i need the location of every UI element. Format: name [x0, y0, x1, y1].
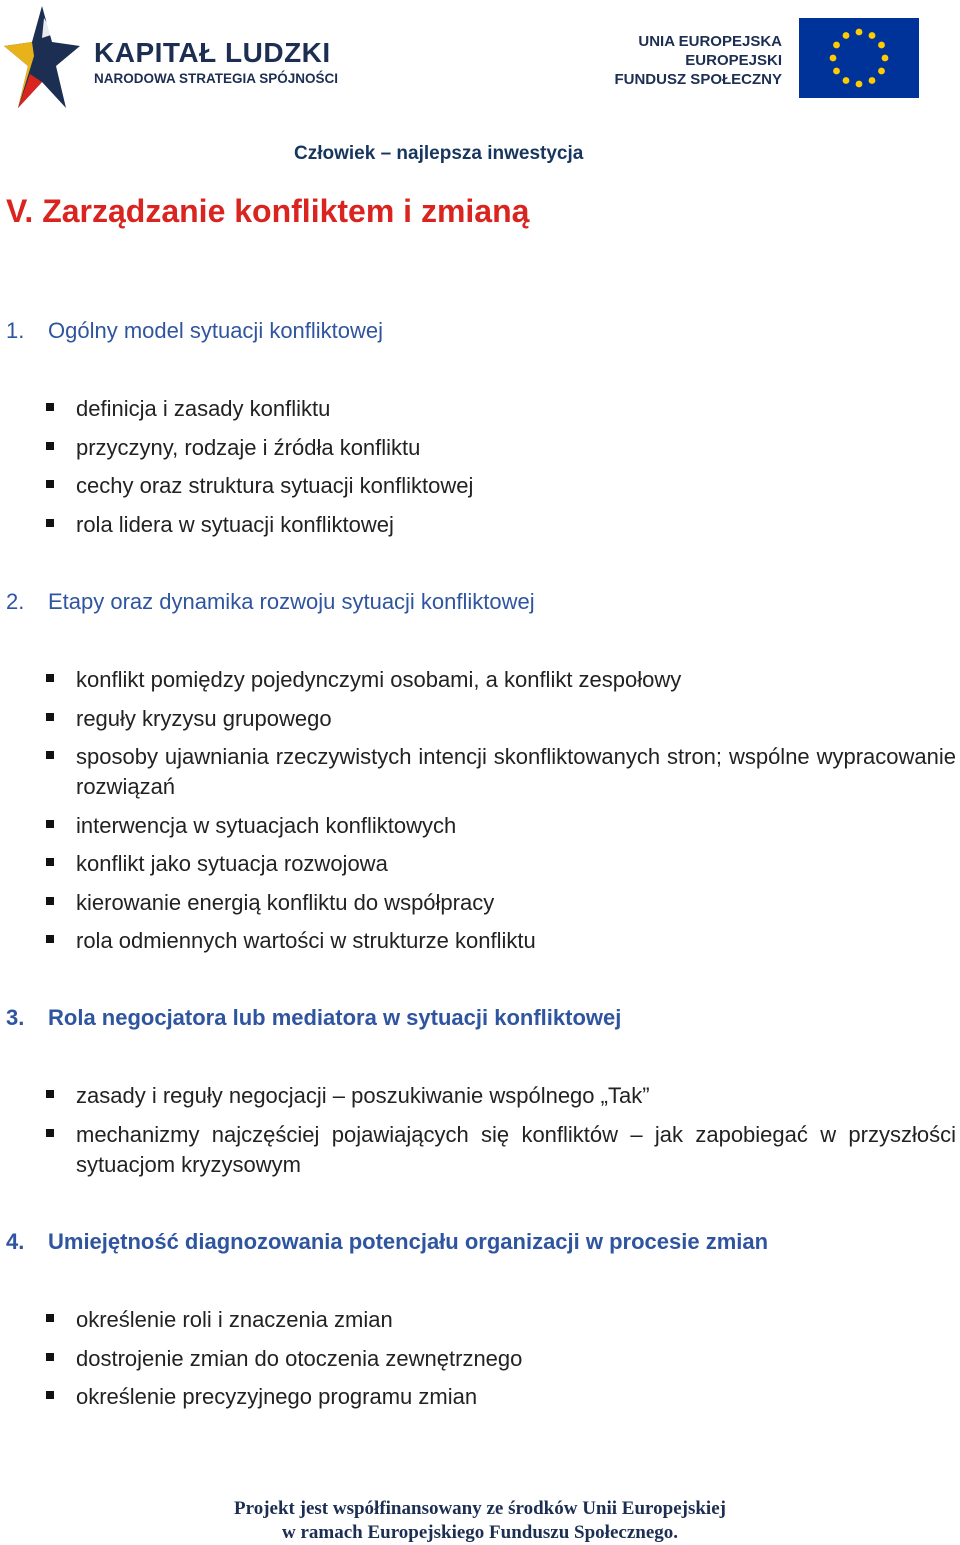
- eu-logo-text: [614, 32, 782, 89]
- list-item: rola odmiennych wartości w strukturze konfliktu: [0, 926, 960, 956]
- section-heading: Rola negocjatora lub mediatora w sytuacji konfliktowej: [48, 1005, 622, 1030]
- section-number: 4.: [6, 1229, 25, 1254]
- bullet-square-icon: [46, 820, 54, 828]
- bullet-square-icon: [46, 442, 54, 450]
- footer-line-1: Projekt jest współfinansowany ze środków Unii Europejskiej: [234, 1498, 726, 1519]
- bullet-square-icon: [46, 480, 54, 488]
- bullet-square-icon: [46, 1353, 54, 1361]
- section-3-title: [6, 1005, 621, 1031]
- bullet-square-icon: [46, 403, 54, 411]
- section-3-list: [0, 1081, 960, 1188]
- section-number: 1.: [6, 318, 25, 343]
- list-item: rola lidera w sytuacji konfliktowej: [0, 510, 960, 540]
- footer-line-2: w ramach Europejskiego Funduszu Społecznego.: [281, 1522, 679, 1543]
- bullet-square-icon: [46, 935, 54, 943]
- bullet-square-icon: [46, 674, 54, 682]
- logo-subtitle: NARODOWA STRATEGIA SPÓJNOŚCI: [94, 71, 339, 86]
- list-item: konflikt pomiędzy pojedynczymi osobami, a konflikt zespołowy: [0, 665, 960, 695]
- bullet-square-icon: [46, 1090, 54, 1098]
- page-footer: [0, 1497, 960, 1545]
- eu-flag-icon: [799, 18, 919, 98]
- section-4-list: [0, 1305, 960, 1421]
- motto: Człowiek – najlepsza inwestycja: [294, 143, 584, 164]
- kapital-ludzki-logo: [94, 38, 338, 88]
- section-number: 2.: [6, 589, 25, 614]
- list-item: interwencja w sytuacjach konfliktowych: [0, 811, 960, 841]
- list-item: sposoby ujawniania rzeczywistych intencji skonfliktowanych stron; wspólne wypracowanie rozwiązań: [0, 742, 960, 802]
- logo-title: KAPITAŁ LUDZKI: [94, 37, 331, 68]
- bullet-square-icon: [46, 897, 54, 905]
- section-1-list: [0, 394, 960, 548]
- list-item: przyczyny, rodzaje i źródła konfliktu: [0, 433, 960, 463]
- section-heading: Ogólny model sytuacji konfliktowej: [48, 318, 384, 343]
- bullet-square-icon: [46, 858, 54, 866]
- section-heading: Etapy oraz dynamika rozwoju sytuacji konfliktowej: [48, 589, 535, 614]
- list-item: zasady i reguły negocjacji – poszukiwanie wspólnego „Tak”: [0, 1081, 960, 1111]
- kapital-ludzki-star-icon: [4, 4, 80, 112]
- bullet-square-icon: [46, 1129, 54, 1137]
- page-header: [0, 0, 960, 118]
- page-title: V. Zarządzanie konfliktem i zmianą: [6, 193, 530, 229]
- section-number: 3.: [6, 1005, 25, 1030]
- section-1-title: [6, 318, 383, 344]
- bullet-square-icon: [46, 1314, 54, 1322]
- bullet-square-icon: [46, 751, 54, 759]
- list-item: reguły kryzysu grupowego: [0, 704, 960, 734]
- bullet-square-icon: [46, 713, 54, 721]
- bullet-square-icon: [46, 1391, 54, 1399]
- eu-line-3: FUNDUSZ SPOŁECZNY: [614, 71, 782, 88]
- list-item: określenie precyzyjnego programu zmian: [0, 1382, 960, 1412]
- list-item: definicja i zasady konfliktu: [0, 394, 960, 424]
- section-heading: Umiejętność diagnozowania potencjału organizacji w procesie zmian: [48, 1229, 769, 1254]
- list-item: kierowanie energią konfliktu do współpracy: [0, 888, 960, 918]
- list-item: mechanizmy najczęściej pojawiających się konfliktów – jak zapobiegać w przyszłości sytuacjom kryzysowym: [0, 1120, 960, 1180]
- eu-line-1: UNIA EUROPEJSKA: [638, 33, 782, 50]
- list-item: określenie roli i znaczenia zmian: [0, 1305, 960, 1335]
- list-item: konflikt jako sytuacja rozwojowa: [0, 849, 960, 879]
- bullet-square-icon: [46, 519, 54, 527]
- eu-line-2: EUROPEJSKI: [685, 52, 782, 69]
- list-item: dostrojenie zmian do otoczenia zewnętrznego: [0, 1344, 960, 1374]
- section-2-title: [6, 589, 535, 615]
- list-item: cechy oraz struktura sytuacji konfliktowej: [0, 471, 960, 501]
- section-4-title: [6, 1229, 768, 1255]
- section-2-list: [0, 665, 960, 965]
